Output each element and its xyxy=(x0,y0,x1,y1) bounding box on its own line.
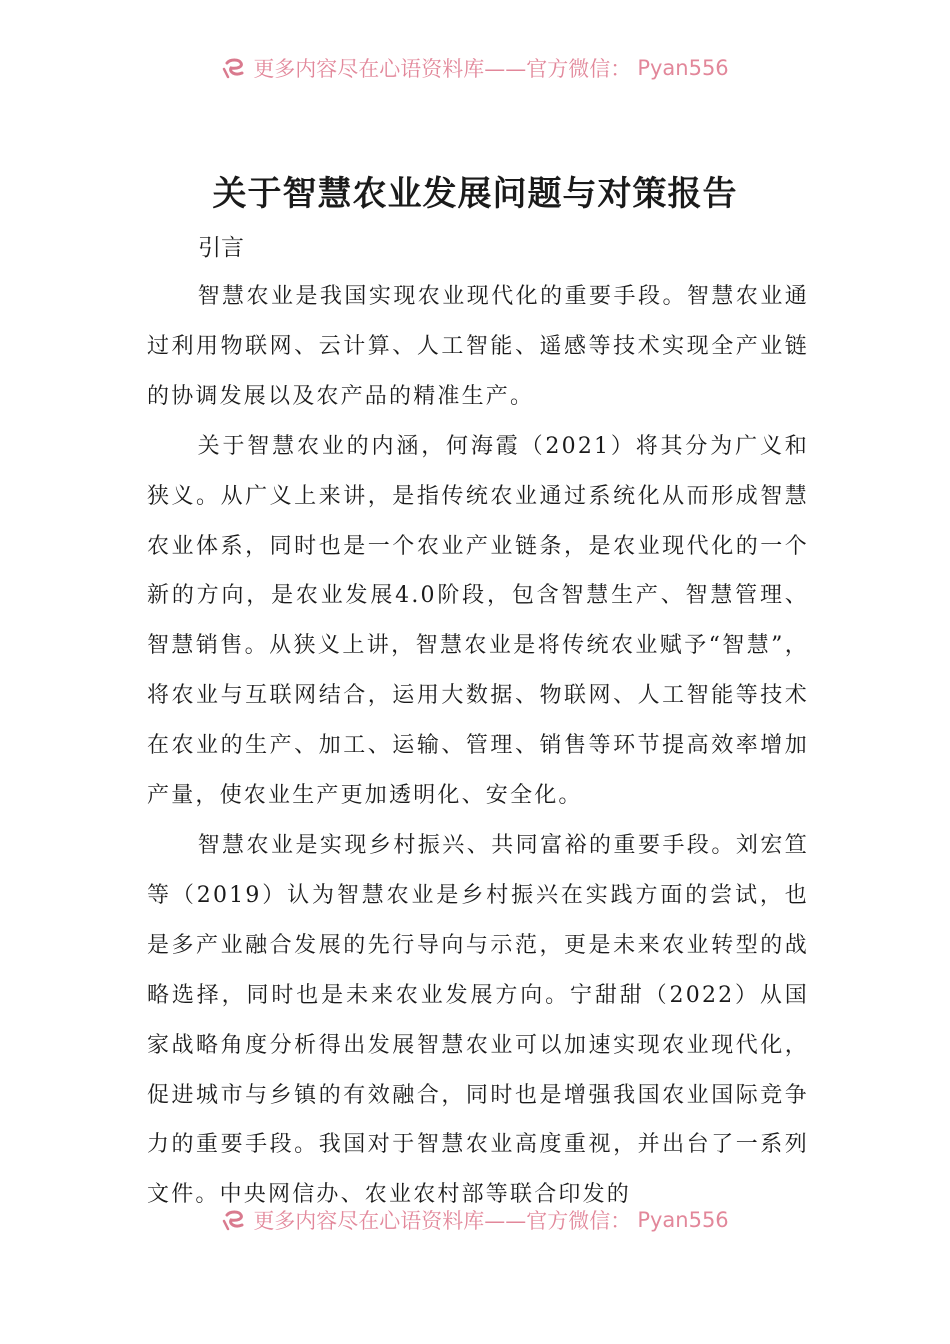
header-watermark xyxy=(0,56,950,86)
watermark-text: 更多内容尽在心语资料库——官方微信： xyxy=(253,57,632,81)
stylized-e-logo-icon xyxy=(221,56,247,81)
page-title: 关于智慧农业发展问题与对策报告 xyxy=(212,174,738,214)
paragraph-2: 关于智慧农业的内涵，何海霞（2021）将其分为广义和狭义。从广义上来讲，是指传统农业通过系统化从而形成智慧农业体系，同时也是一个农业产业链条，是农业现代化的一个新的方向，是农业发展4.0阶段，包含智慧生产、智慧管理、智慧销售。从狭义上讲，智慧农业是将传统农业赋予“智慧”，将农业与互联网结合，运用大数据、物联网、人工智能等技术在农业的生产、加工、运输、管理、销售等环节提高效率增加产量，使农业生产更加透明化、安全化。 xyxy=(147,433,809,809)
body-text xyxy=(147,272,809,1220)
watermark-text: 更多内容尽在心语资料库——官方微信： xyxy=(253,1209,632,1233)
watermark-account: Pyan556 xyxy=(637,1208,729,1232)
watermark-account: Pyan556 xyxy=(637,56,729,80)
paragraph-1: 智慧农业是我国实现农业现代化的重要手段。智慧农业通过利用物联网、云计算、人工智能、遥感等技术实现全产业链的协调发展以及农产品的精准生产。 xyxy=(147,284,809,409)
section-heading-introduction: 引言 xyxy=(198,235,244,261)
stylized-e-logo-icon xyxy=(221,1208,247,1233)
paragraph-3: 智慧农业是实现乡村振兴、共同富裕的重要手段。刘宏笪等（2019）认为智慧农业是乡村振兴在实践方面的尝试，也是多产业融合发展的先行导向与示范，更是未来农业转型的战略选择，同时也是未来农业发展方向。宁甜甜（2022）从国家战略角度分析得出发展智慧农业可以加速实现农业现代化，促进城市与乡镇的有效融合，同时也是增强我国农业国际竞争力的重要手段。我国对于智慧农业高度重视，并出台了一系列文件。中央网信办、农业农村部等联合印发的 xyxy=(147,832,809,1208)
footer-watermark xyxy=(0,1208,950,1238)
